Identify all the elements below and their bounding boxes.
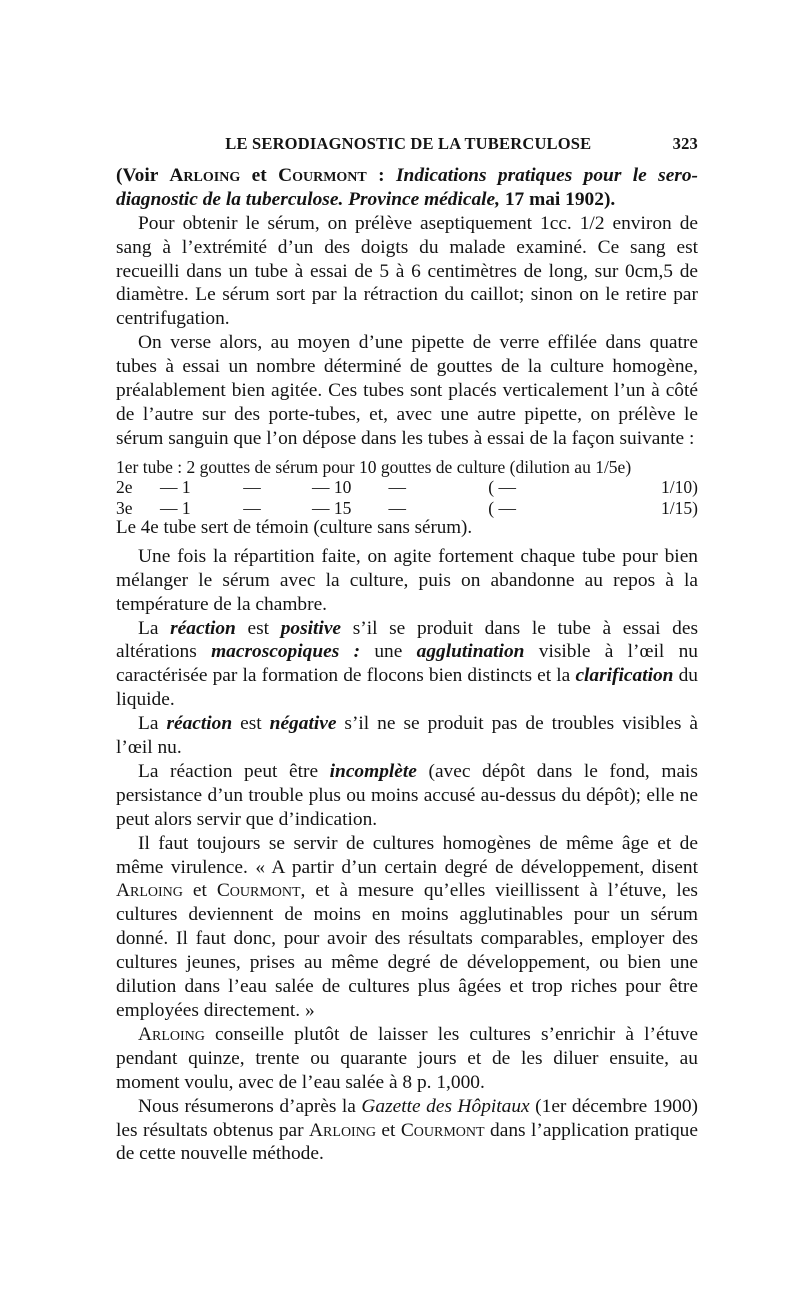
text-run: et [375, 1119, 401, 1141]
tube-dilution-table [116, 457, 698, 539]
text-run: (Voir [116, 164, 170, 186]
text-run: , et à mesure qu’elles vieillissent à l’étuve, les cultures deviennent de moins en moins agglutinables pour un sérum donné. Il faut donc, pour avoir des résultats comparables, employer des cultures jeunes, prises au même degré de développement, ou bien une dilution dans l’eau salée de cultures plus âgées et trop riches pour être employées directement. » [116, 880, 698, 1021]
page-number: 323 [672, 134, 698, 153]
emphasis: clarification [575, 665, 674, 687]
text-run: dans l’application pratique de cette nouvelle méthode. [116, 1119, 698, 1165]
text-run: Nous résumerons d’après la [138, 1095, 362, 1117]
text-run: conseille plutôt de laisser les cultures s’enrichir à l’étuve pendant quinze, trente ou quarante jours et de les diluer ensuite, au moment voulu, avec de l’eau salée à 8 p. 1,000. [116, 1023, 698, 1093]
text-run: une [360, 641, 417, 663]
tube-cell: ( — [488, 477, 516, 498]
book-page [116, 132, 698, 1166]
text-run: 17 mai 1902). [500, 188, 616, 210]
tube-cell: 1/10) [661, 477, 698, 498]
emphasis: réaction [166, 713, 233, 735]
tube-cell: — 1 [160, 477, 191, 498]
tube-row-1: 1er tube : 2 gouttes de sérum pour 10 gouttes de culture (dilution au 1/5e) [116, 456, 632, 477]
author-name: Courmont [216, 880, 301, 902]
text-run: : [366, 164, 396, 186]
tube-cell: — [388, 477, 406, 498]
work-title: Indications pratiques pour le sero-diagnostic de la tuberculose. Province médicale, [116, 164, 698, 210]
tube-cell: 1/15) [661, 497, 698, 518]
text-run: du liquide. [116, 665, 698, 711]
tube-cell: 2e [116, 477, 133, 498]
author-name: Courmont [400, 1119, 485, 1141]
tube-cell: — [388, 497, 406, 518]
text-run: s’il se produit dans le tube à essai des altérations [116, 617, 698, 663]
tube-cell: — 15 [312, 497, 352, 518]
text-run: est [235, 617, 281, 639]
author-name: Arloing [169, 164, 241, 186]
text-run: Il faut toujours se servir de cultures homogènes de même âge et de même virulence. « A partir d’un certain degré de développement, disent [116, 832, 698, 878]
tube-cell: — 10 [312, 477, 352, 498]
tube-cell: 3e [116, 497, 133, 518]
text-run: et [240, 164, 279, 186]
tube-cell: ( — [488, 497, 516, 518]
running-header [116, 132, 698, 156]
text-run: et [182, 880, 217, 902]
paragraph-arloing-advice [116, 1023, 698, 1095]
tube-cell: — [243, 477, 261, 498]
tube-row-3 [116, 498, 698, 519]
text-run: est [232, 713, 270, 735]
paragraph-repartition: Une fois la répartition faite, on agite fortement chaque tube pour bien mélanger le sérum avec la culture, puis on abandonne au repos à la température de la chambre. [116, 545, 698, 615]
paragraph-serum: Pour obtenir le sérum, on prélève aseptiquement 1cc. 1/2 environ de sang à l’extrémité d’un des doigts du malade examiné. Ce sang est recueilli dans un tube à essai de 5 à 6 centimètres de long, sur 0cm,5 de diamètre. Le sérum sort par la rétraction du caillot; sinon on le retire par centrifugation. [116, 212, 698, 330]
text-run: (avec dépôt dans le fond, mais persistance d’un trouble plus ou moins accusé au-dessus du dépôt); elle ne peut alors servir que d’indication. [116, 760, 698, 830]
emphasis: macroscopiques : [211, 641, 361, 663]
reference-paragraph [116, 164, 698, 212]
emphasis: incomplète [329, 760, 417, 782]
author-name: Arloing [138, 1023, 205, 1045]
tube-cell: — 1 [160, 497, 191, 518]
paragraph-cultures [116, 832, 698, 1023]
text-run: La [138, 713, 167, 735]
running-title: LE SERODIAGNOSTIC DE LA TUBERCULOSE [225, 134, 592, 153]
text-run: La [138, 617, 171, 639]
author-name: Courmont [278, 164, 367, 186]
paragraph-positive-reaction [116, 617, 698, 713]
emphasis: négative [269, 713, 337, 735]
emphasis: agglutination [416, 641, 525, 663]
paragraph-summary [116, 1095, 698, 1167]
journal-title: Gazette des Hôpitaux [361, 1095, 530, 1117]
paragraph-pipette: On verse alors, au moyen d’une pipette de verre effilée dans quatre tubes à essai un nombre déterminé de gouttes de la culture homogène, préalablement bien agitée. Ces tubes sont placés verticalement l’un à côté de l’autre sur des porte-tubes, et, avec une autre pipette, on prélève le sérum sanguin que l’on dépose dans les tubes à essai de la façon suivante : [116, 332, 698, 449]
text-run: (1er décembre 1900) les résultats obtenus par [116, 1095, 698, 1141]
author-name: Arloing [309, 1119, 376, 1141]
tube-row-4: Le 4e tube sert de témoin (culture sans sérum). [116, 517, 473, 539]
text-run: visible à l’œil nu caractérisée par la formation de flocons bien distincts et la [116, 641, 698, 687]
paragraph-negative-reaction [116, 712, 698, 760]
author-name: Arloing [116, 880, 183, 902]
tube-row-2 [116, 477, 698, 498]
text-run: s’il ne se produit pas de troubles visibles à l’œil nu. [116, 713, 698, 759]
text-run: La réaction peut être [138, 760, 330, 782]
emphasis: réaction [170, 617, 236, 639]
paragraph-incomplete-reaction [116, 760, 698, 832]
emphasis: positive [280, 617, 342, 639]
tube-cell: — [243, 497, 261, 518]
